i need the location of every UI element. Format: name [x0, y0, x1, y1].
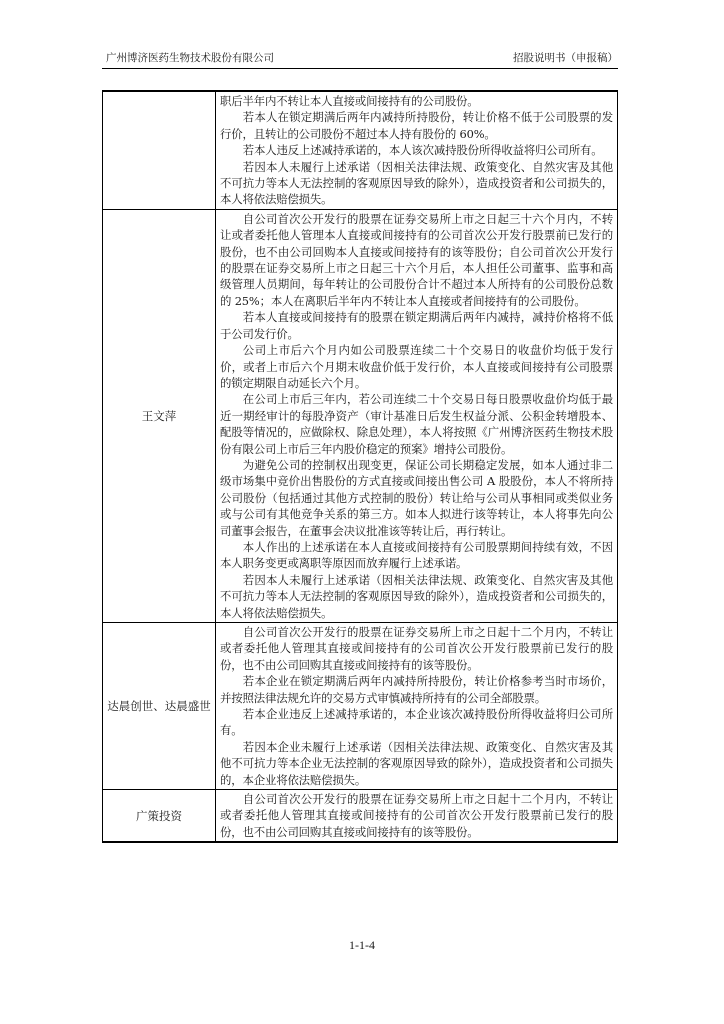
shareholder-name-cell: 达晨创世、达晨盛世: [103, 623, 216, 790]
table-row: [103, 790, 618, 843]
commitment-paragraph: 职后半年内不转让本人直接或间接持有的公司股份。: [220, 94, 479, 108]
commitment-paragraph: 为避免公司的控制权出现变更，保证公司长期稳定发展，如本人通过非二级市场集中竞价出售股份的方式直接或间接出售公司 A 股股份，本人不将所持公司股份（包括通过其他方式控制的股份）转让给与公司从事相同或类似业务或与公司有其他竞争关系的第三方。如本人拟进行该等转让，本人将事先向公司董事会报告，在董事会决议批准该等转让后，再行转让。: [220, 457, 613, 538]
commitment-paragraph: 若本人在锁定期满后两年内减持所持股份，转让价格不低于公司股票的发行价，且转让的公司股份不超过本人持有股份的 60%。: [220, 110, 613, 141]
commitment-paragraph: 本人作出的上述承诺在本人直接或间接持有公司股票期间持续有效，不因本人职务变更或离职等原因而放弃履行上述承诺。: [220, 539, 613, 571]
table-row: [103, 209, 618, 622]
commitment-paragraph: 若因本人未履行上述承诺（因相关法律法规、政策变化、自然灾害及其他不可抗力等本人无法控制的客观原因导致的除外），造成投资者和公司损失的，本人将依法赔偿损失。: [220, 159, 613, 207]
commitment-paragraph: 自公司首次公开发行的股票在证券交易所上市之日起三十六个月内，不转让或者委托他人管理本人直接或间接持有的公司首次公开发行股票前已发行的股份，也不由公司回购本人直接或间接持有的该等股份；自公司首次公开发行的股票在证券交易所上市之日起三十六个月后，本人担任公司董事、监事和高级管理人员期间，每年转让的公司股份合计不超过本人所持有的公司股份总数的 25%；本人在离职后半年内不转让本人直接或者间接持有的公司股份。: [220, 211, 613, 308]
commitment-content-cell: [216, 790, 618, 843]
commitment-content-cell: [216, 209, 618, 622]
commitment-paragraph: 若本人直接或间接持有的股票在锁定期满后两年内减持，减持价格将不低于公司发行价。: [220, 310, 613, 341]
table-row: [103, 91, 618, 209]
commitment-table: [102, 90, 618, 843]
commitment-paragraph: 在公司上市后三年内，若公司连续二十个交易日每日股票收盘价均低于最近一期经审计的每股净资产（审计基准日后发生权益分派、公积金转增股本、配股等情况的，应做除权、除息处理），本人将按照《广州博济医药生物技术股份有限公司上市后三年内股价稳定的预案》增持公司股份。: [220, 392, 613, 456]
shareholder-name-cell: [103, 91, 216, 209]
shareholder-name-cell: 广策投资: [103, 790, 216, 843]
page-number: 1-1-4: [349, 938, 375, 952]
page-header: [102, 48, 618, 69]
commitment-paragraph: 自公司首次公开发行的股票在证券交易所上市之日起十二个月内，不转让或者委托他人管理其直接或间接持有的公司首次公开发行股票前已发行的股份，也不由公司回购其直接或间接持有的该等股份。: [220, 792, 613, 839]
commitment-paragraph: 若本企业在锁定期满后两年内减持所持股份，转让价格参考当时市场价，并按照法律法规允许的交易方式审慎减持所持有的公司全部股票。: [220, 674, 613, 705]
commitment-paragraph: 自公司首次公开发行的股票在证券交易所上市之日起十二个月内，不转让或者委托他人管理其直接或间接持有的公司首次公开发行股票前已发行的股份，也不由公司回购其直接或间接持有的该等股份。: [220, 625, 613, 672]
commitment-paragraph: 若因本人未履行上述承诺（因相关法律法规、政策变化、自然灾害及其他不可抗力等本人无法控制的客观原因导致的除外），造成投资者和公司损失的，本人将依法赔偿损失。: [220, 572, 613, 620]
commitment-paragraph: 若本企业违反上述减持承诺的，本企业该次减持股份所得收益将归公司所有。: [220, 707, 613, 738]
shareholder-name-cell: 王文萍: [103, 209, 216, 622]
commitment-paragraph: 若本人违反上述减持承诺的，本人该次减持股份所得收益将归公司所有。: [242, 143, 603, 158]
company-name: 广州博济医药生物技术股份有限公司: [106, 52, 274, 64]
commitment-content-cell: [216, 623, 618, 790]
commitment-content-cell: [216, 91, 618, 209]
commitment-paragraph: 公司上市后六个月内如公司股票连续二十个交易日的收盘价均低于发行价，或者上市后六个月期末收盘价低于发行价，本人直接或间接持有公司股票的锁定期限自动延长六个月。: [220, 343, 613, 390]
document-title: 招股说明书（申报稿）: [513, 52, 618, 64]
table-row: [103, 623, 618, 790]
commitment-paragraph: 若因本企业未履行上述承诺（因相关法律法规、政策变化、自然灾害及其他不可抗力等本企业无法控制的客观原因导致的除外），造成投资者和公司损失的，本企业将依法赔偿损失。: [220, 739, 613, 787]
